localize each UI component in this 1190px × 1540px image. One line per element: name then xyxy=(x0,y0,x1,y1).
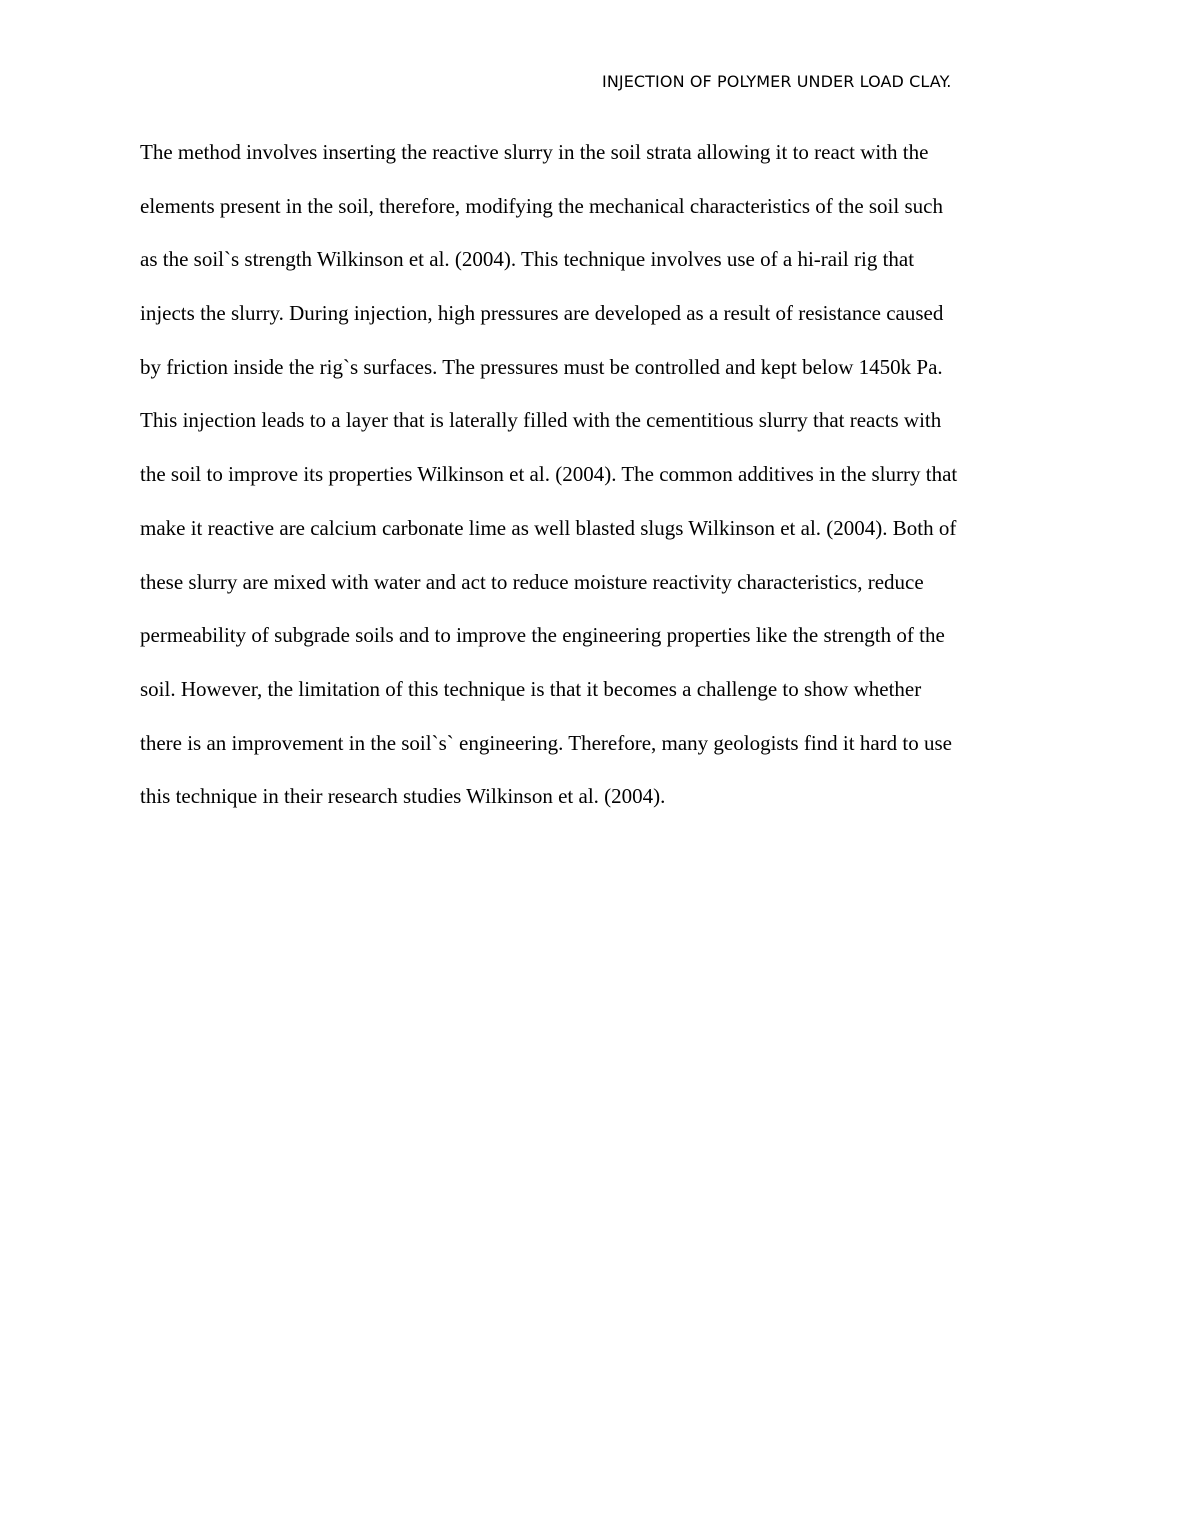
paragraph-line: there is an improvement in the soil`s` engineering. Therefore, many geologists find it hard to use xyxy=(140,730,952,755)
paragraph-line: elements present in the soil, therefore, modifying the mechanical characteristics of the soil such xyxy=(140,193,943,218)
paragraph-line: these slurry are mixed with water and act to reduce moisture reactivity characteristics, reduce xyxy=(140,569,924,594)
body-paragraph xyxy=(140,126,1070,824)
paragraph-line: by friction inside the rig`s surfaces. The pressures must be controlled and kept below 1450k Pa. xyxy=(140,354,943,379)
paragraph-line: soil. However, the limitation of this technique is that it becomes a challenge to show whether xyxy=(140,676,922,701)
paragraph-line: The method involves inserting the reactive slurry in the soil strata allowing it to react with the xyxy=(140,140,929,164)
running-head: INJECTION OF POLYMER UNDER LOAD CLAY. xyxy=(602,72,952,91)
paragraph-line: the soil to improve its properties Wilkinson et al. (2004). The common additives in the slurry that xyxy=(140,462,958,487)
paragraph-line: permeability of subgrade soils and to improve the engineering properties like the strength of the xyxy=(140,623,945,648)
paragraph-line: as the soil`s strength Wilkinson et al. (2004). This technique involves use of a hi-rail rig that xyxy=(140,247,915,272)
paragraph-line: this technique in their research studies Wilkinson et al. (2004). xyxy=(140,784,666,809)
paragraph-line: This injection leads to a layer that is laterally filled with the cementitious slurry that reacts with xyxy=(140,408,942,433)
paragraph-line: make it reactive are calcium carbonate lime as well blasted slugs Wilkinson et al. (2004). Both of xyxy=(140,515,957,540)
paragraph-line: injects the slurry. During injection, high pressures are developed as a result of resistance caused xyxy=(140,301,944,326)
